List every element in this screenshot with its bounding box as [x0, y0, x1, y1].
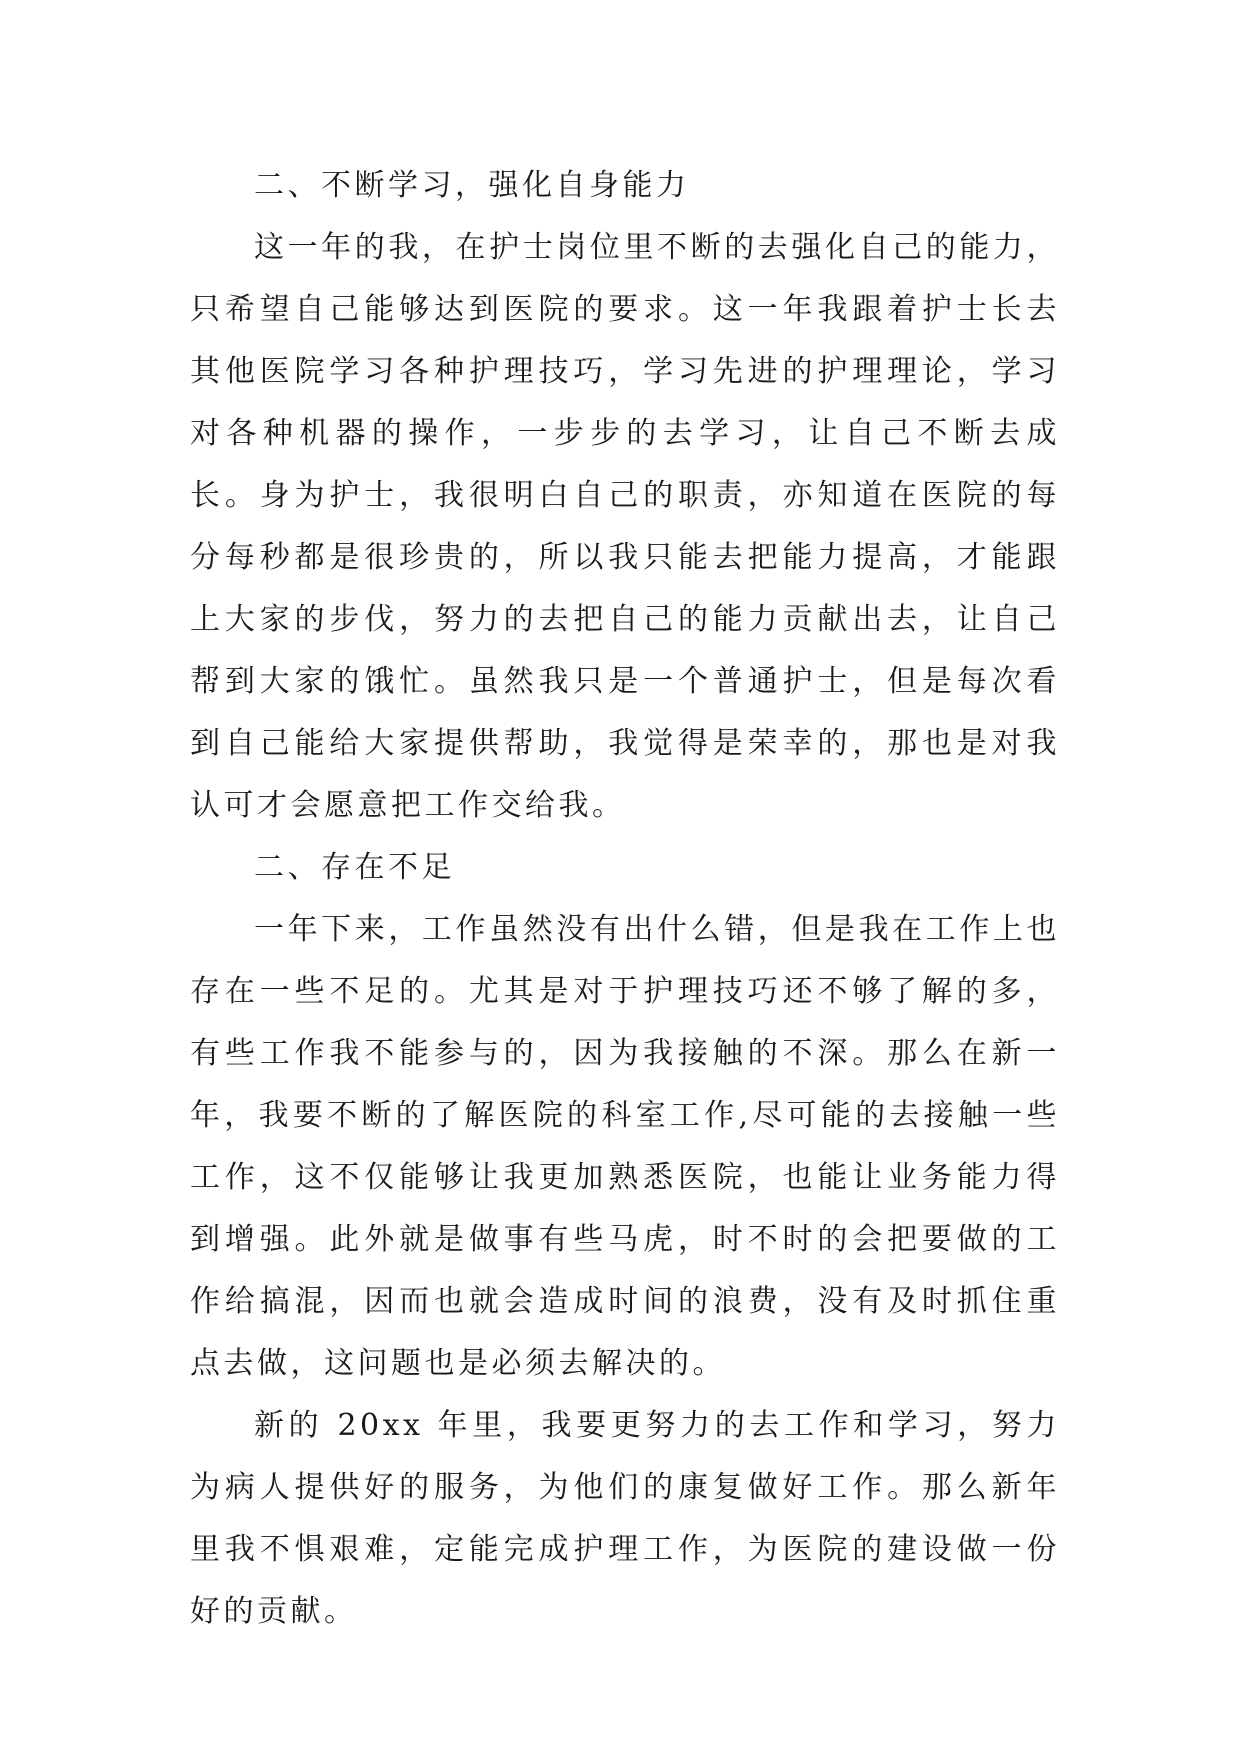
- section-heading-shortcomings: 二、存在不足: [254, 850, 455, 885]
- paragraph-learning: 这一年的我，在护士岗位里不断的去强化自己的能力，只希望自己能够达到医院的要求。这一年我跟着护士长去其他医院学习各种护理技巧，学习先进的护理理论，学习对各种机器的操作，一步步的去学习，让自己不断去成长。身为护士，我很明白自己的职责，亦知道在医院的每分每秒都是很珍贵的，所以我只能去把能力提高，才能跟上大家的步伐，努力的去把自己的能力贡献出去，让自己帮到大家的饿忙。虽然我只是一个普通护士，但是每次看到自己能给大家提供帮助，我觉得是荣幸的，那也是对我认可才会愿意把工作交给我。: [190, 230, 1060, 823]
- document-body: [190, 155, 1060, 1643]
- paragraph-new-year: 新的 20xx 年里，我要更努力的去工作和学习，努力为病人提供好的服务，为他们的康复做好工作。那么新年里我不惧艰难，定能完成护理工作，为医院的建设做一份好的贡献。: [190, 1408, 1060, 1629]
- paragraph-shortcomings: 一年下来，工作虽然没有出什么错，但是我在工作上也存在一些不足的。尤其是对于护理技巧还不够了解的多，有些工作我不能参与的，因为我接触的不深。那么在新一年，我要不断的了解医院的科室工作,尽可能的去接触一些工作，这不仅能够让我更加熟悉医院，也能让业务能力得到增强。此外就是做事有些马虎，时不时的会把要做的工作给搞混，因而也就会造成时间的浪费，没有及时抓住重点去做，这问题也是必须去解决的。: [190, 912, 1060, 1381]
- section-heading-learning: 二、不断学习，强化自身能力: [254, 168, 690, 203]
